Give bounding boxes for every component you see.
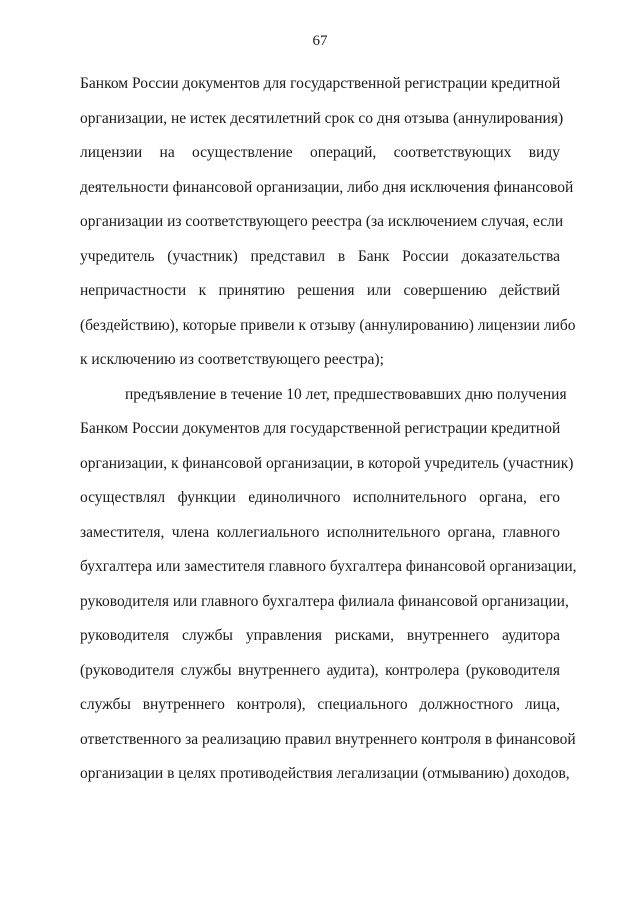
text-line: ответственного за реализацию правил внутреннего контроля в финансовой bbox=[80, 730, 576, 748]
text-line: деятельности финансовой организации, либо дня исключения финансовой bbox=[80, 178, 574, 196]
paragraph-1 bbox=[80, 67, 576, 378]
page-number: 67 bbox=[312, 33, 328, 49]
text-line: (бездействию), которые привели к отзыву (аннулированию) лицензии либо bbox=[80, 316, 576, 334]
text-line: Банком России документов для государственной регистрации кредитной bbox=[80, 75, 561, 92]
text-line: Банком России документов для государственной регистрации кредитной bbox=[80, 420, 561, 437]
text-line: заместителя, члена коллегиального исполнительного органа, главного bbox=[80, 523, 560, 541]
text-line: организации, к финансовой организации, в которой учредитель (участник) bbox=[80, 454, 574, 472]
text-line: руководителя службы управления рисками, внутреннего аудитора bbox=[80, 627, 560, 644]
text-line: предъявление в течение 10 лет, предшествовавших дню получения bbox=[125, 385, 567, 403]
text-line: лицензии на осуществление операций, соответствующих виду bbox=[80, 144, 560, 161]
text-line: службы внутреннего контроля), специального должностного лица, bbox=[80, 696, 560, 713]
text-line: осуществлял функции единоличного исполнительного органа, его bbox=[80, 489, 560, 506]
text-line: к исключению из соответствующего реестра); bbox=[80, 351, 384, 368]
text-line: организации, не истек десятилетний срок со дня отзыва (аннулирования) bbox=[80, 109, 564, 127]
paragraph-2 bbox=[80, 378, 577, 792]
text-line: организации из соответствующего реестра (за исключением случая, если bbox=[80, 213, 564, 230]
text-line: учредитель (участник) представил в Банк России доказательства bbox=[80, 247, 560, 265]
document-body bbox=[80, 67, 577, 792]
text-line: (руководителя службы внутреннего аудита), контролера (руководителя bbox=[80, 661, 560, 679]
text-line: бухгалтера или заместителя главного бухгалтера финансовой организации, bbox=[80, 558, 577, 575]
text-line: непричастности к принятию решения или совершению действий bbox=[80, 282, 560, 299]
text-line: руководителя или главного бухгалтера филиала финансовой организации, bbox=[80, 592, 569, 610]
text-line: организации в целях противодействия легализации (отмыванию) доходов, bbox=[80, 765, 570, 782]
